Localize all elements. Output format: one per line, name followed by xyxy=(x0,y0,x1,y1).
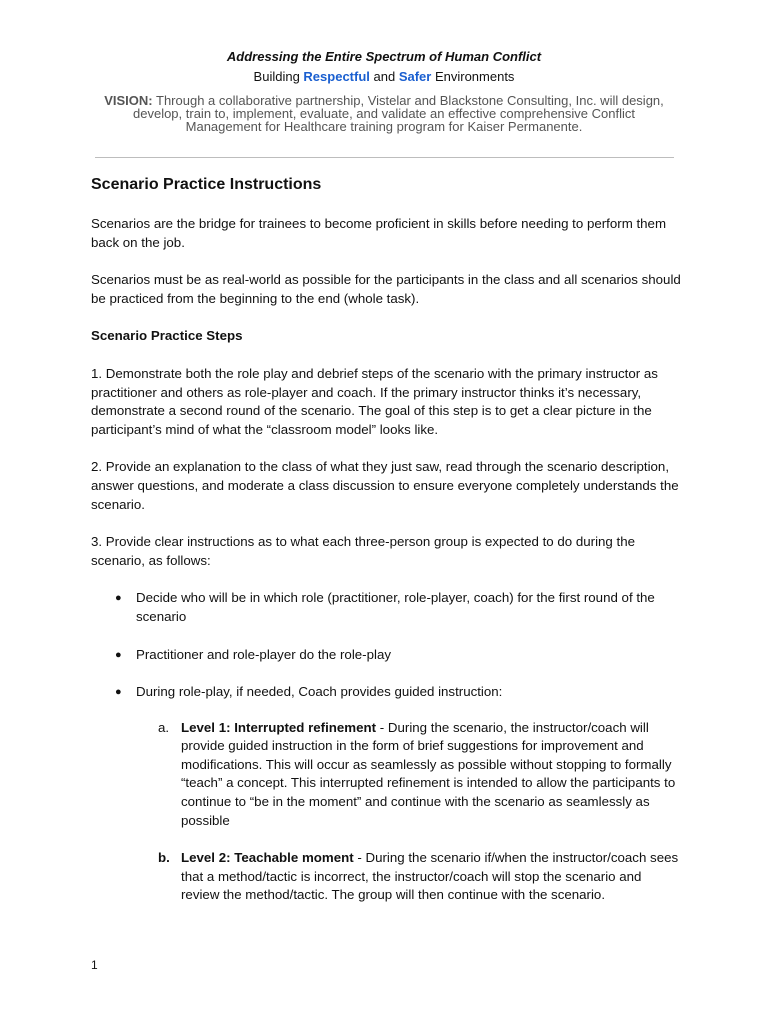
bullet-marker: ● xyxy=(115,648,122,661)
section-title: Scenario Practice Instructions xyxy=(91,176,322,193)
sub-item-marker: a. xyxy=(158,719,170,735)
header-title: Addressing the Entire Spectrum of Human Conflict xyxy=(226,49,542,64)
list-item xyxy=(91,683,681,702)
document-header xyxy=(0,49,768,133)
subtitle-accent-respectful: Respectful xyxy=(303,69,370,84)
list-item xyxy=(156,719,681,831)
list-item xyxy=(156,849,681,905)
vision-text: Through a collaborative partnership, Vistelar and Blackstone Consulting, Inc. will design, develop, train to, implement, evaluate, and validate an effective comprehensive Conflict Management for Healthcare training program for Kaiser Permanente. xyxy=(133,93,664,134)
bullet-text: Practitioner and role-player do the role-play xyxy=(136,646,391,662)
subtitle-prefix: Building xyxy=(253,69,304,84)
page-number: 1 xyxy=(91,958,98,972)
list-item xyxy=(91,589,681,626)
sub-item-heading: Level 2: Teachable moment xyxy=(181,850,354,866)
bullet-text: Decide who will be in which role (practitioner, role-player, coach) for the first round of the scenario xyxy=(136,590,655,624)
subtitle-accent-safer: Safer xyxy=(398,69,432,84)
intro-paragraph-2: Scenarios must be as real-world as possible for the participants in the class and all scenarios should be practiced from the beginning to the end (whole task). xyxy=(91,272,681,306)
list-item xyxy=(91,646,681,665)
subtitle-suffix: Environments xyxy=(431,69,515,84)
header-divider xyxy=(95,157,674,158)
vision-label: VISION: xyxy=(104,93,153,108)
instruction-bullets xyxy=(91,589,681,701)
bullet-marker: ● xyxy=(115,592,122,605)
steps-heading: Scenario Practice Steps xyxy=(91,328,243,344)
document-body xyxy=(91,174,681,924)
subtitle-mid: and xyxy=(369,69,399,84)
step-3: 3. Provide clear instructions as to what each three-person group is expected to do during the scenario, as follows: xyxy=(91,534,636,568)
step-1: 1. Demonstrate both the role play and debrief steps of the scenario with the primary instructor as practitioner and others as role-player and coach. If the primary instructor thinks it’s necessary, demonstrate a second round of the scenario. The goal of this step is to get a clear picture in the participant’s mind of what the “classroom model” looks like. xyxy=(91,365,658,437)
bullet-marker: ● xyxy=(115,686,122,699)
guided-instruction-levels xyxy=(156,719,681,905)
sub-item-heading: Level 1: Interrupted refinement xyxy=(181,719,377,735)
bullet-text: During role-play, if needed, Coach provides guided instruction: xyxy=(136,684,503,700)
vision-statement xyxy=(104,94,664,133)
header-subtitle xyxy=(0,69,768,85)
intro-paragraph-1: Scenarios are the bridge for trainees to become proficient in skills before needing to perform them back on the job. xyxy=(91,216,667,250)
sub-item-marker: b. xyxy=(158,850,170,866)
sub-item-text: - During the scenario, the instructor/coach will provide guided instruction in the form of brief suggestions for improvement and modifications. This will occur as seamlessly as possible without stopping to formally “teach” a concept. This interrupted refinement is intended to allow the participants to continue to “be in the moment” and continue with the scenario as seamlessly as possible xyxy=(181,719,676,828)
step-2: 2. Provide an explanation to the class of what they just saw, read through the scenario description, answer questions, and moderate a class discussion to ensure everyone completely understands the scenario. xyxy=(91,459,679,512)
sub-item-text: - During the scenario if/when the instructor/coach sees that a method/tactic is incorrect, the instructor/coach will stop the scenario and review the method/tactic. The group will then continue with the scenario. xyxy=(181,850,679,903)
